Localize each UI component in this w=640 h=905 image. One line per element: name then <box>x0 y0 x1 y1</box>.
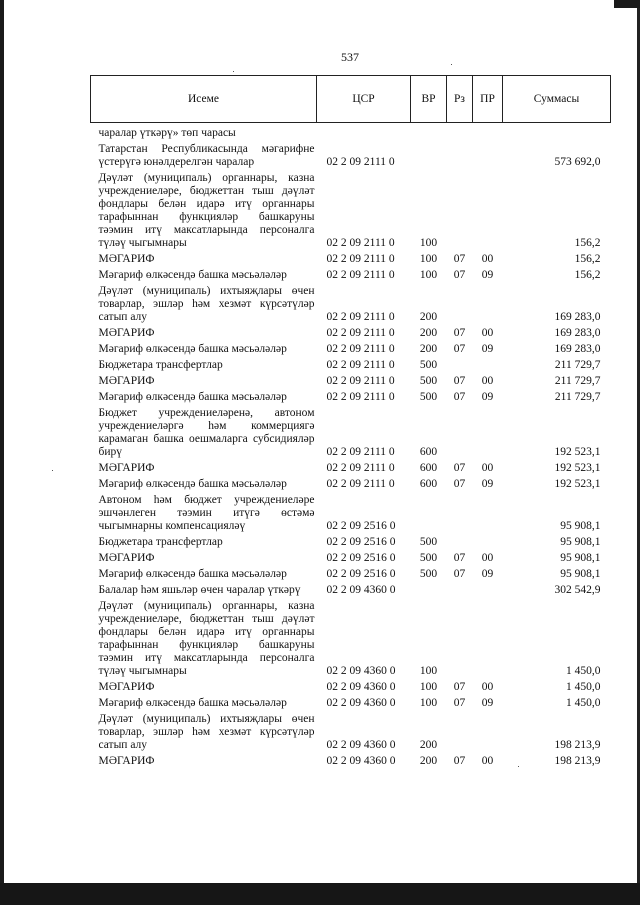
cell-vr <box>411 142 447 171</box>
cell-csr: 02 2 09 2516 0 <box>326 520 396 532</box>
cell-csr: 02 2 09 2111 0 <box>326 327 395 339</box>
cell-pr: 00 <box>481 253 494 265</box>
cell-csr: 02 2 09 2516 0 <box>326 568 396 580</box>
cell-name: Дәүләт (муниципаль) ихтыяҗлары өчен товарлар, эшләр һәм хезмәт күрсәтүләр сатып алу <box>98 285 315 323</box>
cell-pr: 09 <box>481 697 494 709</box>
cell-pr <box>473 493 503 535</box>
cell-name: МӘГАРИФ <box>98 681 155 693</box>
cell-pr <box>473 171 503 252</box>
cell-vr: 100 <box>419 253 438 265</box>
table-row <box>91 171 611 252</box>
cell-name: Дәүләт (муниципаль) органнары, казна учреждениеләре, бюджеттан тыш дәүләт фондлары белән идарә итү органнары тарафыннан функцияләр башкаруны тәэмин итү максатларында персоналга түләү чыгымнары <box>98 172 315 249</box>
cell-csr: 02 2 09 2111 0 <box>326 156 395 168</box>
cell-rz: 07 <box>453 391 466 403</box>
cell-pr <box>473 142 503 171</box>
cell-rz: 07 <box>453 681 466 693</box>
cell-pr <box>473 406 503 461</box>
table-row <box>91 358 611 374</box>
cell-vr: 500 <box>419 568 438 580</box>
cell-vr: 500 <box>419 552 438 564</box>
cell-csr: 02 2 09 2111 0 <box>326 462 395 474</box>
cell-sum: 1 450,0 <box>566 665 601 677</box>
cell-name: Дәүләт (муниципаль) ихтыяҗлары өчен товарлар, эшләр һәм хезмәт күрсәтүләр сатып алу <box>98 713 315 751</box>
table-row <box>91 374 611 390</box>
page-number: 537 <box>341 50 359 64</box>
cell-sum: 198 213,9 <box>554 755 601 767</box>
cell-pr: 09 <box>481 343 494 355</box>
cell-rz <box>447 493 473 535</box>
cell-pr <box>473 535 503 551</box>
cell-name: Бюджетара трансфертлар <box>98 536 223 548</box>
cell-vr: 600 <box>419 462 438 474</box>
cell-csr: 02 2 09 2516 0 <box>326 552 396 564</box>
header-rz: Рз <box>447 76 473 123</box>
cell-name: Мәгариф өлкәсендә башка мәсьәләләр <box>98 391 287 403</box>
cell-sum: 573 692,0 <box>554 156 601 168</box>
cell-vr: 200 <box>419 343 438 355</box>
cell-rz: 07 <box>453 568 466 580</box>
cell-vr: 200 <box>419 327 438 339</box>
cell-sum: 169 283,0 <box>554 311 601 323</box>
cell-pr <box>473 599 503 680</box>
table-row <box>91 535 611 551</box>
table-row <box>91 599 611 680</box>
cell-rz: 07 <box>453 343 466 355</box>
cell-pr: 09 <box>481 391 494 403</box>
cell-name: Дәүләт (муниципаль) органнары, казна учреждениеләре, бюджеттан тыш дәүләт фондлары белән идарә итү органнары тарафыннан функцияләр башкаруны тәэмин итү максатларында персоналга түләү чыгымнары <box>98 600 315 677</box>
cell-csr: 02 2 09 2111 0 <box>326 446 395 458</box>
cell-name: Бюджетара трансфертлар <box>98 359 223 371</box>
cell-sum: 192 523,1 <box>554 462 601 474</box>
cell-rz: 07 <box>453 327 466 339</box>
cell-sum: 192 523,1 <box>554 446 601 458</box>
cell-csr: 02 2 09 2111 0 <box>326 343 395 355</box>
cell-csr: 02 2 09 2111 0 <box>326 237 395 249</box>
cell-vr <box>411 493 447 535</box>
table-row <box>91 461 611 477</box>
cell-vr: 600 <box>419 446 438 458</box>
cell-pr: 00 <box>481 552 494 564</box>
cell-csr <box>317 123 411 143</box>
header-vr: ВР <box>411 76 447 123</box>
cell-pr <box>473 358 503 374</box>
cell-rz <box>447 712 473 754</box>
cell-sum: 192 523,1 <box>554 478 601 490</box>
cell-name: Мәгариф өлкәсендә башка мәсьәләләр <box>98 343 287 355</box>
cell-pr <box>473 712 503 754</box>
cell-sum: 198 213,9 <box>554 739 601 751</box>
cell-csr: 02 2 09 2111 0 <box>326 375 395 387</box>
table-row <box>91 583 611 599</box>
table-row <box>91 326 611 342</box>
cell-rz <box>447 535 473 551</box>
cell-sum: 156,2 <box>574 269 601 281</box>
cell-pr <box>473 123 503 143</box>
cell-pr: 00 <box>481 681 494 693</box>
cell-vr: 200 <box>419 739 438 751</box>
header-name: Исеме <box>91 76 317 123</box>
cell-rz <box>447 599 473 680</box>
cell-vr: 500 <box>419 536 438 548</box>
cell-vr: 500 <box>419 359 438 371</box>
table-row <box>91 712 611 754</box>
table-header <box>91 76 611 123</box>
cell-pr: 00 <box>481 755 494 767</box>
table-row <box>91 252 611 268</box>
header-csr: ЦСР <box>317 76 411 123</box>
cell-name: Мәгариф өлкәсендә башка мәсьәләләр <box>98 697 287 709</box>
cell-sum: 156,2 <box>574 253 601 265</box>
cell-csr: 02 2 09 4360 0 <box>326 681 396 693</box>
header-pr: ПР <box>473 76 503 123</box>
budget-table <box>90 75 611 770</box>
cell-csr: 02 2 09 2516 0 <box>326 536 396 548</box>
cell-name: МӘГАРИФ <box>98 552 155 564</box>
table-body <box>91 123 611 771</box>
table-row <box>91 123 611 143</box>
cell-rz <box>447 123 473 143</box>
table-row <box>91 680 611 696</box>
cell-pr <box>473 284 503 326</box>
cell-sum <box>503 123 611 143</box>
cell-sum: 156,2 <box>574 237 601 249</box>
table-row <box>91 406 611 461</box>
cell-sum: 95 908,1 <box>560 536 601 548</box>
cell-csr: 02 2 09 4360 0 <box>326 755 396 767</box>
table-row <box>91 696 611 712</box>
cell-rz <box>447 171 473 252</box>
table-row <box>91 390 611 406</box>
cell-sum: 302 542,9 <box>554 584 601 596</box>
cell-rz <box>447 583 473 599</box>
cell-name: Бюджет учреждениеләренә, автоном учреждениеләргә һәм коммерциягә карамаган башка оешмаларга субсидияләр бирү <box>98 407 315 458</box>
table-row <box>91 284 611 326</box>
cell-rz <box>447 358 473 374</box>
cell-vr <box>411 123 447 143</box>
scan-border-corner <box>614 0 640 8</box>
cell-csr: 02 2 09 2111 0 <box>326 391 395 403</box>
table-row <box>91 493 611 535</box>
cell-vr: 200 <box>419 311 438 323</box>
table-row <box>91 551 611 567</box>
cell-csr: 02 2 09 4360 0 <box>326 697 396 709</box>
cell-rz: 07 <box>453 269 466 281</box>
cell-pr: 09 <box>481 568 494 580</box>
cell-name: Татарстан Республикасында мәгарифне үстерүгә юнәлдерелгән чаралар <box>98 143 315 168</box>
cell-name: чаралар үткәрү» төп чарасы <box>98 127 236 139</box>
cell-vr: 600 <box>419 478 438 490</box>
cell-rz: 07 <box>453 462 466 474</box>
scan-border-left <box>0 0 4 905</box>
table-row <box>91 142 611 171</box>
scan-border-bottom <box>0 883 640 905</box>
cell-csr: 02 2 09 4360 0 <box>326 665 396 677</box>
cell-sum: 95 908,1 <box>560 552 601 564</box>
table-row <box>91 342 611 358</box>
table-row <box>91 754 611 770</box>
cell-name: Мәгариф өлкәсендә башка мәсьәләләр <box>98 269 287 281</box>
cell-rz: 07 <box>453 755 466 767</box>
scan-speck <box>52 470 53 471</box>
cell-sum: 95 908,1 <box>560 520 601 532</box>
cell-name: МӘГАРИФ <box>98 462 155 474</box>
cell-name: Автоном һәм бюджет учреждениеләре эшчәнлеген тәэмин итүгә өстәмә чыгымнарны компенсацияләү <box>98 494 315 532</box>
cell-pr: 00 <box>481 327 494 339</box>
cell-name: МӘГАРИФ <box>98 375 155 387</box>
cell-rz: 07 <box>453 478 466 490</box>
cell-vr: 100 <box>419 697 438 709</box>
cell-sum: 169 283,0 <box>554 343 601 355</box>
cell-rz: 07 <box>453 697 466 709</box>
cell-sum: 211 729,7 <box>554 375 601 387</box>
cell-sum: 1 450,0 <box>566 697 601 709</box>
cell-pr: 09 <box>481 269 494 281</box>
cell-name: Мәгариф өлкәсендә башка мәсьәләләр <box>98 568 287 580</box>
cell-sum: 211 729,7 <box>554 359 601 371</box>
cell-name: МӘГАРИФ <box>98 755 155 767</box>
cell-rz <box>447 406 473 461</box>
cell-rz: 07 <box>453 253 466 265</box>
cell-sum: 1 450,0 <box>566 681 601 693</box>
cell-vr: 100 <box>419 665 438 677</box>
header-sum: Суммасы <box>503 76 611 123</box>
cell-vr: 200 <box>419 755 438 767</box>
cell-sum: 211 729,7 <box>554 391 601 403</box>
cell-name: Балалар һәм яшьләр өчен чаралар үткәрү <box>98 584 301 596</box>
cell-csr: 02 2 09 2111 0 <box>326 269 395 281</box>
cell-name: МӘГАРИФ <box>98 327 155 339</box>
scan-speck <box>233 71 234 72</box>
cell-csr: 02 2 09 2111 0 <box>326 253 395 265</box>
cell-pr: 09 <box>481 478 494 490</box>
cell-vr <box>411 583 447 599</box>
cell-name: Мәгариф өлкәсендә башка мәсьәләләр <box>98 478 287 490</box>
cell-csr: 02 2 09 2111 0 <box>326 311 395 323</box>
cell-csr: 02 2 09 4360 0 <box>326 739 396 751</box>
cell-rz <box>447 284 473 326</box>
cell-csr: 02 2 09 2111 0 <box>326 359 395 371</box>
cell-csr: 02 2 09 2111 0 <box>326 478 395 490</box>
cell-vr: 100 <box>419 269 438 281</box>
cell-csr: 02 2 09 4360 0 <box>326 584 396 596</box>
cell-vr: 100 <box>419 681 438 693</box>
cell-vr: 500 <box>419 391 438 403</box>
table-row <box>91 477 611 493</box>
cell-sum: 95 908,1 <box>560 568 601 580</box>
cell-vr: 100 <box>419 237 438 249</box>
cell-rz: 07 <box>453 552 466 564</box>
table-row <box>91 567 611 583</box>
table-row <box>91 268 611 284</box>
cell-pr <box>473 583 503 599</box>
cell-pr: 00 <box>481 462 494 474</box>
cell-name: МӘГАРИФ <box>98 253 155 265</box>
cell-sum: 169 283,0 <box>554 327 601 339</box>
cell-pr: 00 <box>481 375 494 387</box>
cell-rz: 07 <box>453 375 466 387</box>
cell-vr: 500 <box>419 375 438 387</box>
cell-rz <box>447 142 473 171</box>
